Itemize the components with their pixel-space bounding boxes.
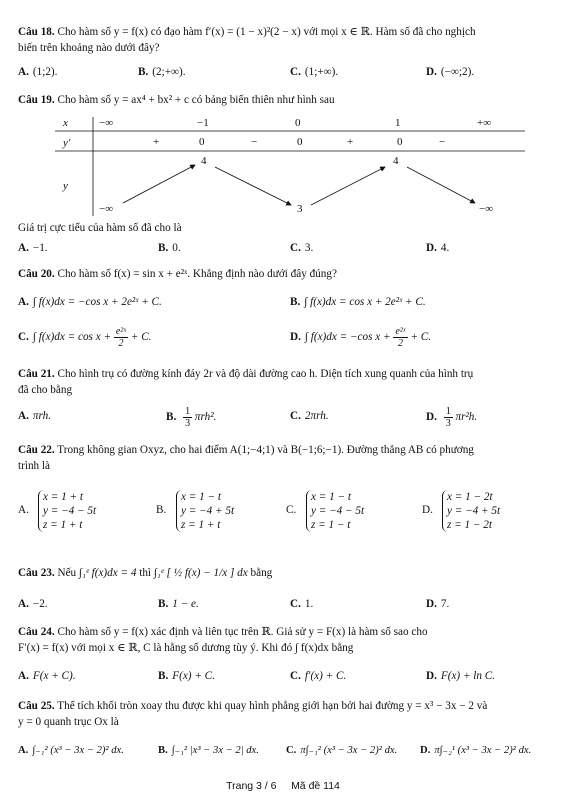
question-21	[18, 366, 552, 398]
sign: +	[153, 136, 160, 148]
y-value: 4	[393, 155, 399, 167]
arrow-up-1	[123, 165, 195, 203]
option-d: D. 4.	[426, 242, 450, 254]
option-c: C. 1.	[290, 598, 314, 610]
x-value: +∞	[477, 117, 492, 129]
exam-code: Mã đề 114	[291, 780, 340, 792]
question-19-ask: Giá trị cực tiểu của hàm số đã cho là	[18, 222, 182, 234]
option-a: A. ∫₋₁² (x³ − 3x − 2)² dx.	[18, 745, 124, 756]
question-25	[18, 698, 552, 730]
options-21	[18, 406, 548, 434]
options-22	[18, 490, 548, 536]
question-number: Câu 18.	[18, 26, 55, 38]
sign: 0	[199, 136, 205, 148]
option-c: C. 3.	[290, 242, 314, 254]
option-c: C. ∫ f(x)dx = cos x + $\frac{\text{e²ˣ}}{2}$ + C.	[18, 326, 152, 349]
sign: 0	[397, 136, 403, 148]
options-23	[18, 598, 548, 616]
option-d: D. ∫ f(x)dx = −cos x + $\frac{\text{e²ˣ}}{2}$ + C.	[290, 326, 432, 349]
option-a: A. (1;2).	[18, 66, 58, 78]
option-c-label: C.	[286, 504, 297, 516]
question-text: Cho hàm số y = ax⁴ + bx² + c có bảng biến thiên như hình sau	[57, 94, 335, 106]
option-b: B. ∫₋₁² |x³ − 3x − 2| dx.	[158, 745, 259, 756]
question-text-cont: đã cho bằng	[18, 384, 73, 396]
question-number: Câu 19.	[18, 94, 55, 106]
question-number: Câu 23.	[18, 567, 55, 579]
option-d: D. 7.	[426, 598, 450, 610]
option-d: D. $\frac{1}{3}$ πr²h.	[426, 406, 478, 429]
options-19	[18, 242, 548, 260]
option-b: B. 1 − e.	[158, 598, 199, 610]
option-d: x = 1 − 2t y = −4 + 5t z = 1 − 2t	[442, 490, 500, 532]
variation-table	[55, 117, 525, 216]
options-24	[18, 670, 548, 688]
x-value: −∞	[99, 117, 114, 129]
question-24	[18, 624, 552, 656]
option-a: A. −2.	[18, 598, 48, 610]
yprime-label: y′	[63, 137, 71, 149]
option-d-label: D.	[422, 504, 433, 516]
options-20-row2	[18, 326, 548, 358]
option-a: A. πrh.	[18, 410, 52, 422]
option-c: C. f′(x) + C.	[290, 670, 347, 682]
y-value: −∞	[99, 203, 114, 215]
option-b-label: B.	[156, 504, 167, 516]
option-b: B. F(x) + C.	[158, 670, 215, 682]
variation-table-lines	[55, 117, 525, 216]
options-20-row1	[18, 296, 548, 314]
question-text: Thể tích khối tròn xoay thu được khi quay hình phẳng giới hạn bởi hai đường y = x³ − 3x − 2 và	[57, 700, 488, 712]
question-text-cont: biến trên khoảng nào dưới đây?	[18, 42, 160, 54]
question-number: Câu 20.	[18, 268, 55, 280]
option-b: B. (2;+∞).	[138, 66, 186, 78]
option-d: D. π∫₋₂¹ (x³ − 3x − 2)² dx.	[420, 745, 532, 756]
x-value: 1	[395, 117, 401, 129]
question-number: Câu 24.	[18, 626, 55, 638]
question-23: Câu 23. Nếu ∫₁ᵉ f(x)dx = 4 thì ∫₁ᵉ [ ½ f(x) − 1/x ] dx bằng	[18, 567, 273, 579]
options-25	[18, 744, 548, 762]
y-value: 3	[297, 203, 303, 215]
arrow-down-2	[407, 167, 475, 203]
x-value: 0	[295, 117, 301, 129]
question-text: Cho hình trụ có đường kính đáy 2r và độ dài đường cao h. Diện tích xung quanh của hình trụ	[57, 368, 474, 380]
x-label: x	[63, 117, 68, 129]
question-text: Cho hàm số y = f(x) có đạo hàm f′(x) = (1 − x)²(2 − x) với mọi x ∈ ℝ. Hàm số đã cho nghịch	[57, 26, 476, 38]
option-b: x = 1 − t y = −4 + 5t z = 1 + t	[176, 490, 234, 532]
options-18	[18, 66, 548, 84]
option-c: C. 2πrh.	[290, 410, 329, 422]
y-value: −∞	[479, 203, 494, 215]
arrow-up-2	[311, 167, 385, 205]
question-text: Cho hàm số f(x) = sin x + e²ˣ. Khẳng định nào dưới đây đúng?	[57, 268, 337, 280]
y-value: 4	[201, 155, 207, 167]
question-number: Câu 21.	[18, 368, 55, 380]
option-a: A. −1.	[18, 242, 48, 254]
option-c: x = 1 − t y = −4 − 5t z = 1 − t	[306, 490, 364, 532]
arrow-down-1	[215, 167, 291, 205]
question-number: Câu 25.	[18, 700, 55, 712]
question-text-cont: y = 0 quanh trục Ox là	[18, 716, 119, 728]
question-text-cont: F′(x) = f(x) với mọi x ∈ ℝ, C là hằng số dương tùy ý. Khi đó ∫ f(x)dx bằng	[18, 642, 354, 654]
option-d: D. (−∞;2).	[426, 66, 475, 78]
integral-given: ∫₁ᵉ f(x)dx = 4	[78, 567, 137, 579]
sign: +	[347, 136, 354, 148]
page-footer	[0, 780, 566, 792]
option-a: x = 1 + t y = −4 − 5t z = 1 + t	[38, 490, 96, 532]
question-text-cont: trình là	[18, 460, 51, 472]
question-text: Cho hàm số y = f(x) xác định và liên tục trên ℝ. Giả sử y = F(x) là hàm số sao cho	[57, 626, 428, 638]
sign: 0	[297, 136, 303, 148]
x-value: −1	[197, 117, 209, 129]
option-c: C. π∫₋₁² (x³ − 3x − 2)² dx.	[286, 745, 398, 756]
option-b: B. 0.	[158, 242, 181, 254]
question-22	[18, 442, 552, 474]
option-b: B. $\frac{1}{3}$ πrh².	[166, 406, 217, 429]
question-number: Câu 22.	[18, 444, 55, 456]
question-20	[18, 266, 552, 282]
question-19	[18, 92, 552, 108]
question-text: Trong không gian Oxyz, cho hai điểm A(1;−4;1) và B(−1;6;−1). Đường thẳng AB có phương	[57, 444, 474, 456]
option-c: C. (1;+∞).	[290, 66, 339, 78]
y-label: y	[63, 180, 68, 192]
integral-asked: ∫₁ᵉ [ ½ f(x) − 1/x ] dx	[153, 567, 248, 579]
sign: −	[251, 136, 258, 148]
option-b: B. ∫ f(x)dx = cos x + 2e²ˣ + C.	[290, 296, 426, 308]
option-a-label: A.	[18, 504, 29, 516]
option-a: A. F(x + C).	[18, 670, 76, 682]
question-18	[18, 24, 552, 56]
option-a: A. ∫ f(x)dx = −cos x + 2e²ˣ + C.	[18, 296, 162, 308]
option-d: D. F(x) + ln C.	[426, 670, 496, 682]
sign: −	[439, 136, 446, 148]
page-number: Trang 3 / 6	[226, 780, 277, 792]
